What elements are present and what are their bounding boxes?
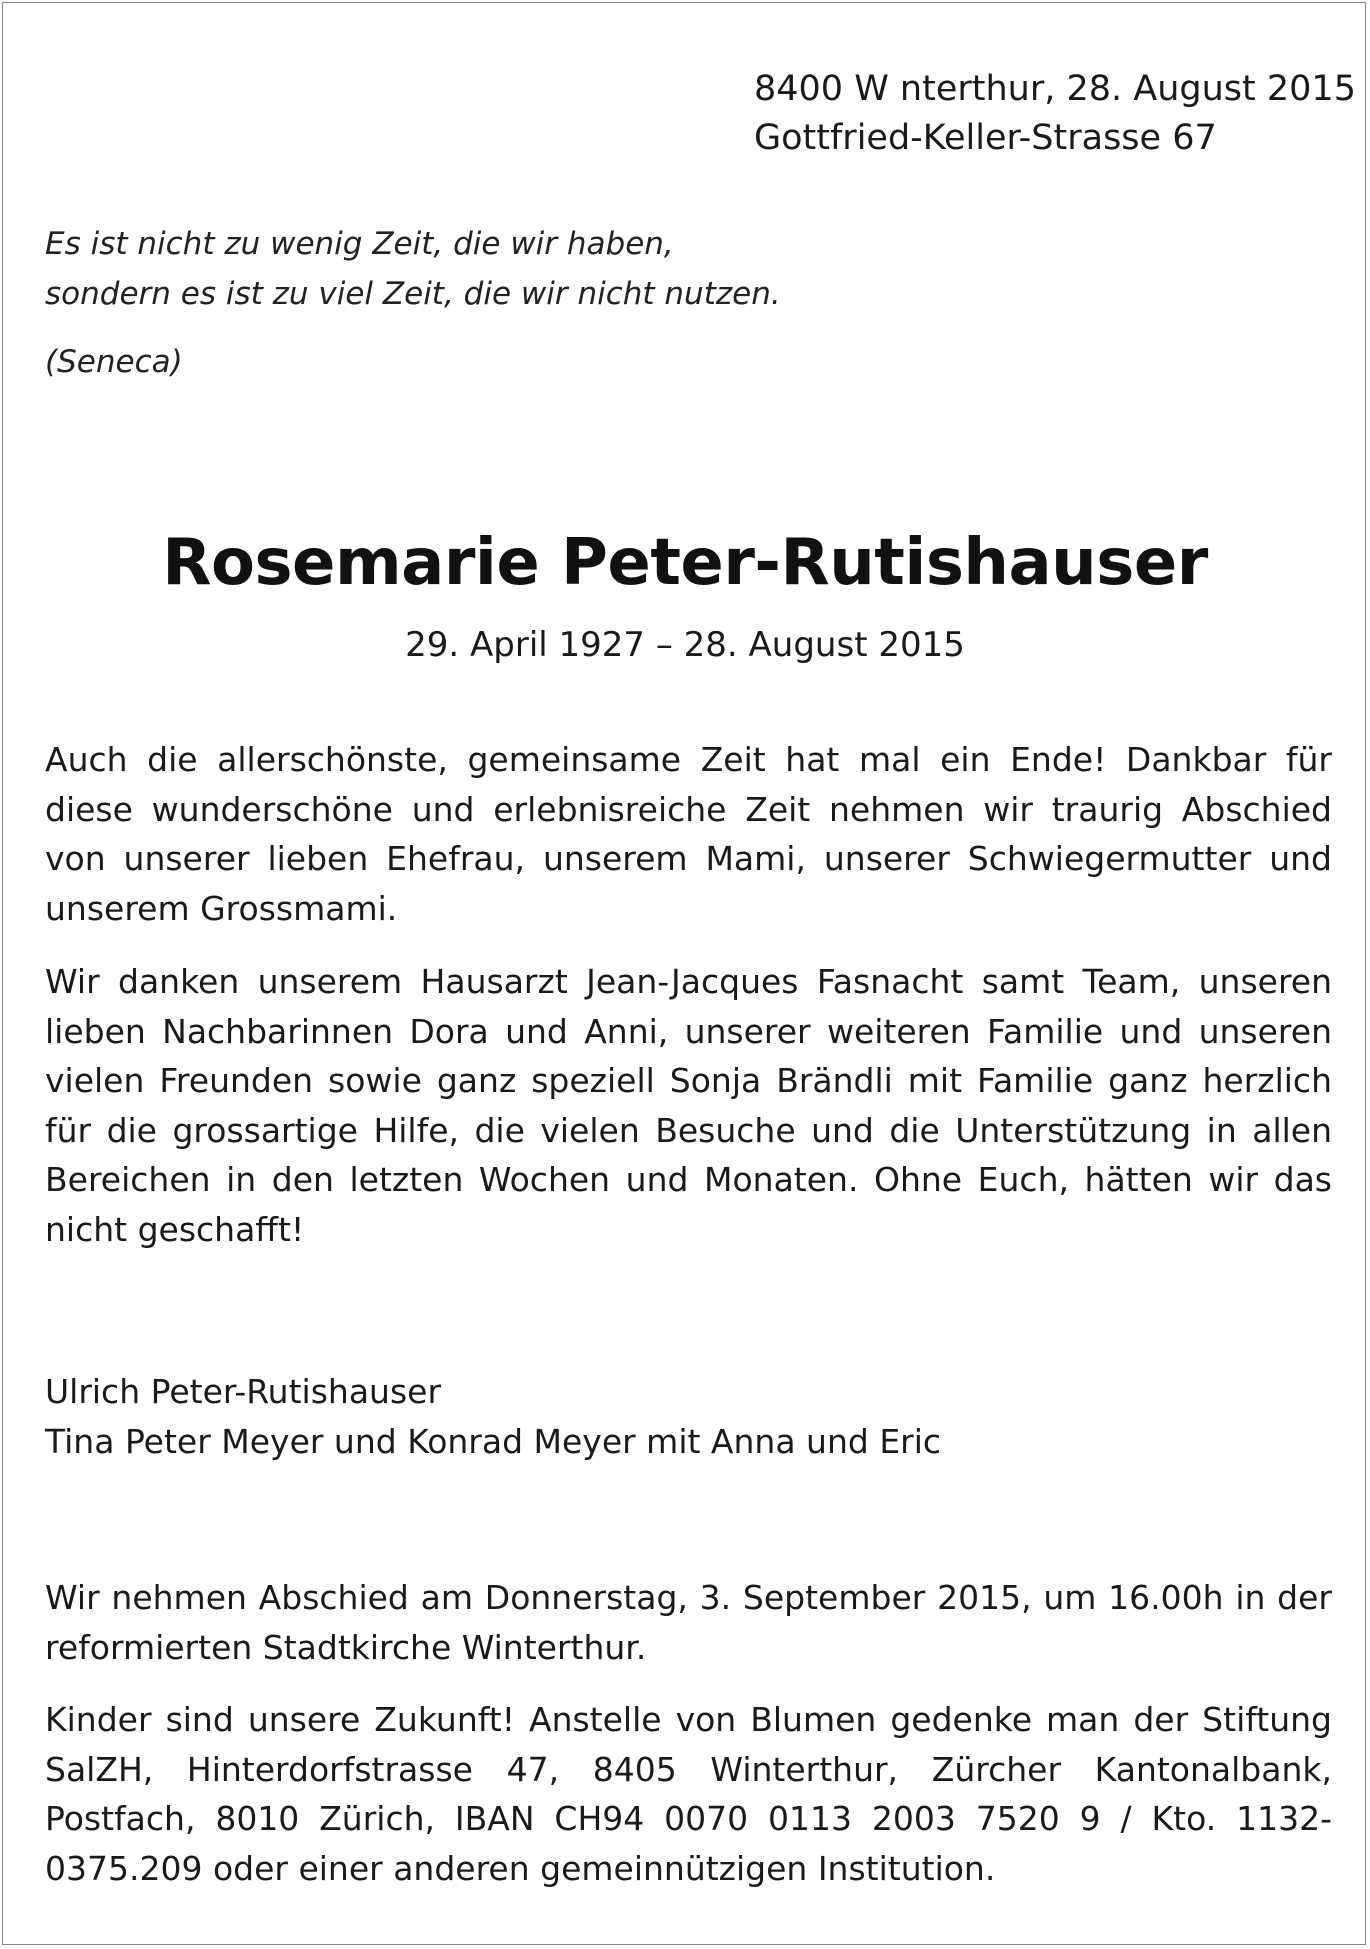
deceased-name-title: Rosemarie Peter-Rutishauser (162, 526, 1208, 600)
quote-line-2: sondern es ist zu viel Zeit, die wir nicht nutzen. (45, 276, 781, 312)
family-signatures (45, 1367, 941, 1467)
place-date-line: 8400 W nterthur, 28. August 2015 (754, 69, 1356, 109)
quote-author: (Seneca) (45, 344, 183, 380)
family-line-1: Ulrich Peter-Rutishauser (45, 1372, 442, 1411)
family-line-2: Tina Peter Meyer und Konrad Meyer mit Anna und Eric (45, 1422, 942, 1461)
street-address-line: Gottfried-Keller-Strasse 67 (754, 118, 1217, 158)
quote-line-1: Es ist nicht zu wenig Zeit, die wir haben, (45, 226, 674, 262)
donation-paragraph: Kinder sind unsere Zukunft! Anstelle von Blumen gedenke man der Stiftung SalZH, Hinterdorfstrasse 47, 8405 Winterthur, Zürcher Kantonalbank, Postfach, 8010 Zürich, IBAN CH94 0070 0113 2003 7520 9 / Kto. 1132-0375.209 oder einer anderen gemeinnützigen Institution. (45, 1700, 1332, 1888)
farewell-paragraph: Wir nehmen Abschied am Donnerstag, 3. September 2015, um 16.00h in der reformierten Stadtkirche Winterthur. (45, 1578, 1332, 1667)
header-address-block (754, 65, 1356, 163)
obituary-notice (2, 2, 1366, 1945)
message-paragraph-1: Auch die allerschönste, gemeinsame Zeit hat mal ein Ende! Dankbar für diese wunderschöne und erlebnisreiche Zeit nehmen wir traurig Abschied von unserer lieben Ehefrau, unserem Mami, unserer Schwiegermutter und unserem Grossmami. (45, 740, 1332, 928)
life-dates: 29. April 1927 – 28. August 2015 (405, 625, 965, 665)
message-paragraph-2: Wir danken unserem Hausarzt Jean-Jacques Fasnacht samt Team, unseren lieben Nachbarinnen Dora und Anni, unserer weiteren Familie und unseren vielen Freunden sowie ganz speziell Sonja Brändli mit Familie ganz herzlich für die grossartige Hilfe, die vielen Besuche und die Unterstützung in allen Bereichen in den letzten Wochen und Monaten. Ohne Euch, hätten wir das nicht geschafft! (45, 962, 1332, 1249)
quote-block (45, 219, 945, 387)
